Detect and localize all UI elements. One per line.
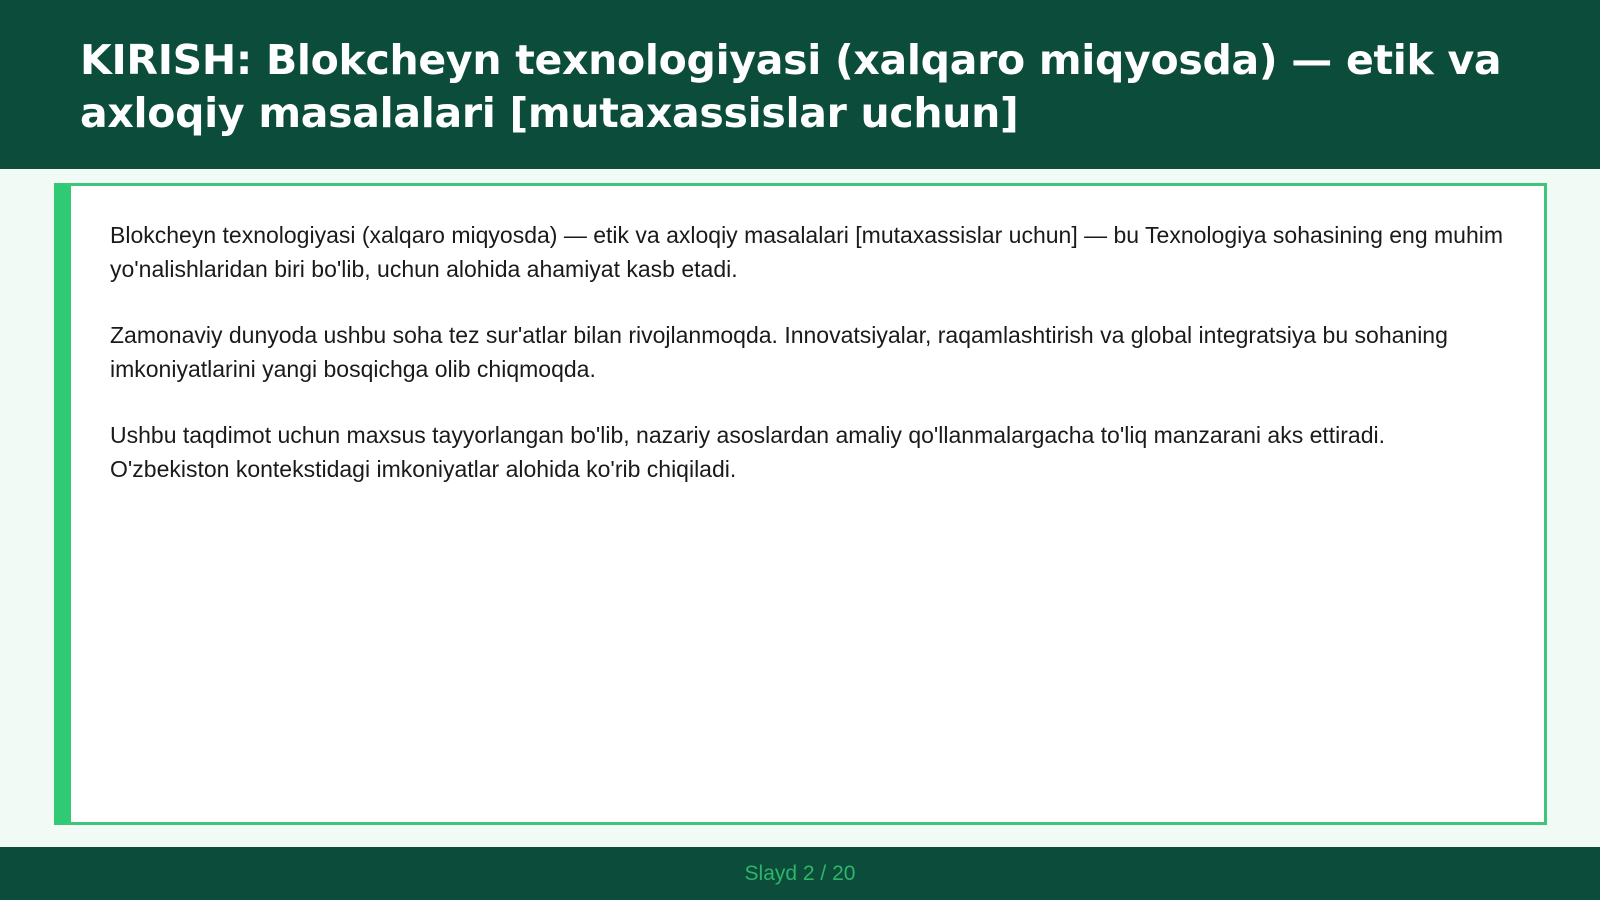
slide-footer xyxy=(0,847,1600,900)
slide-title: KIRISH: Blokcheyn texnologiyasi (xalqaro miqyosda) — etik va axloqiy masalalari [mutaxassislar uchun] xyxy=(80,36,1502,137)
paragraph-modern-world: Zamonaviy dunyoda ushbu soha tez sur'atlar bilan rivojlanmoqda. Innovatsiyalar, raqamlashtirish va global integratsiya bu sohaning imkoniyatlarini yangi bosqichga olib chiqmoqda. xyxy=(110,322,1448,382)
slide-header xyxy=(0,0,1600,169)
slide-counter: Slayd 2 / 20 xyxy=(744,862,856,885)
content-card xyxy=(54,183,1547,825)
paragraph-intro: Blokcheyn texnologiyasi (xalqaro miqyosda) — etik va axloqiy masalalari [mutaxassislar uchun] — bu Texnologiya sohasining eng muhim yo'nalishlaridan biri bo'lib, uchun alohida ahamiyat kasb etadi. xyxy=(110,222,1504,282)
paragraph-presentation-scope: Ushbu taqdimot uchun maxsus tayyorlangan bo'lib, nazariy asoslardan amaliy qo'llanmalargacha to'liq manzarani aks ettiradi. O'zbekiston kontekstidagi imkoniyatlar alohida ko'rib chiqiladi. xyxy=(110,422,1386,482)
